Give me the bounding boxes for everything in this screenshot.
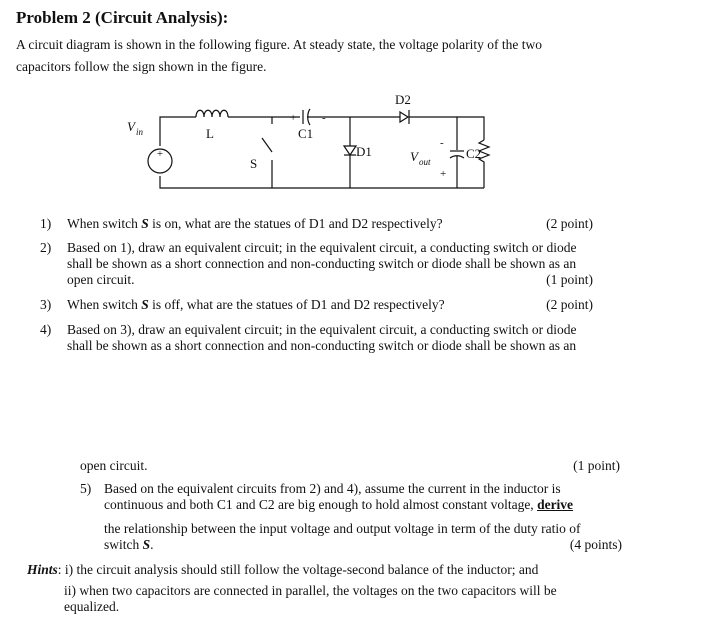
c2-plus: + (440, 168, 447, 180)
vin-label: V (127, 119, 135, 134)
c1-plus: + (290, 112, 297, 124)
q4-line-2: shall be shown as a short connection and non-conducting switch or diode shall be shown as an (67, 338, 577, 353)
q3-points: (2 point) (546, 297, 593, 312)
q5-line-4: switch S. (104, 537, 154, 552)
q4-points: (1 point) (573, 458, 620, 473)
wire-d2-to-c2 (409, 117, 457, 150)
q2-points: (1 point) (546, 272, 593, 287)
vin-plus-sign: + (156, 148, 164, 160)
q3-number: 3) (40, 297, 52, 312)
q5-points: (4 points) (569, 537, 622, 552)
q2-line-1: Based on 1), draw an equivalent circuit; in the equivalent circuit, a conducting switch or diode (67, 240, 577, 255)
hints-line-1: Hints: i) the circuit analysis should still follow the voltage-second balance of the inductor; and (27, 562, 539, 577)
hints-line-3: equalized. (64, 599, 120, 614)
inductor (196, 110, 228, 117)
q2-number: 2) (40, 240, 52, 255)
intro-line-1: A circuit diagram is shown in the following figure. At steady state, the voltage polarity of the two (16, 37, 543, 52)
q4-line-3: open circuit. (80, 458, 148, 473)
hints-line-2: ii) when two capacitors are connected in parallel, the voltages on the two capacitors will be (64, 583, 557, 598)
circuit-diagram (0, 0, 726, 210)
intro-line-2: capacitors follow the sign shown in the figure. (16, 59, 267, 74)
q1-points: (2 point) (546, 216, 593, 231)
switch-blade (262, 138, 272, 152)
q4-line-1: Based on 3), draw an equivalent circuit; in the equivalent circuit, a conducting switch or diode (67, 322, 577, 337)
vout-label: V (410, 149, 418, 164)
q3-text: When switch S is off, what are the statues of D1 and D2 respectively? (67, 297, 445, 312)
d2-label: D2 (395, 92, 411, 107)
q5-line-3: the relationship between the input voltage and output voltage in term of the duty ratio of (104, 521, 581, 536)
d2-triangle (400, 112, 408, 122)
q5-line-1: Based on the equivalent circuits from 2) and 4), assume the current in the inductor is (104, 481, 561, 496)
d1-label: D1 (356, 144, 372, 159)
wire-bottom (160, 176, 484, 188)
wire-load-top (457, 117, 484, 140)
c2-minus: - (440, 137, 444, 149)
switch-label: S (250, 156, 258, 171)
q1-number: 1) (40, 216, 52, 231)
c2-label: C2 (466, 146, 482, 161)
d1-triangle (344, 146, 356, 155)
q2-line-2: shall be shown as a short connection and non-conducting switch or diode shall be shown as an (67, 256, 577, 271)
vout-sub: out (419, 157, 431, 167)
q5-number: 5) (80, 481, 92, 496)
q1-text: When switch S is on, what are the statues of D1 and D2 respectively? (67, 216, 443, 231)
q2-line-3: open circuit. (67, 272, 135, 287)
vin-sub: in (136, 127, 144, 137)
inductor-label: L (206, 126, 214, 141)
q5-line-2: continuous and both C1 and C2 are big enough to hold almost constant voltage, derive (104, 497, 574, 512)
wire-left (160, 117, 196, 146)
c1-minus: - (322, 112, 326, 124)
problem-title: Problem 2 (Circuit Analysis): (16, 8, 229, 27)
q4-number: 4) (40, 322, 52, 337)
c1-label: C1 (298, 126, 314, 141)
